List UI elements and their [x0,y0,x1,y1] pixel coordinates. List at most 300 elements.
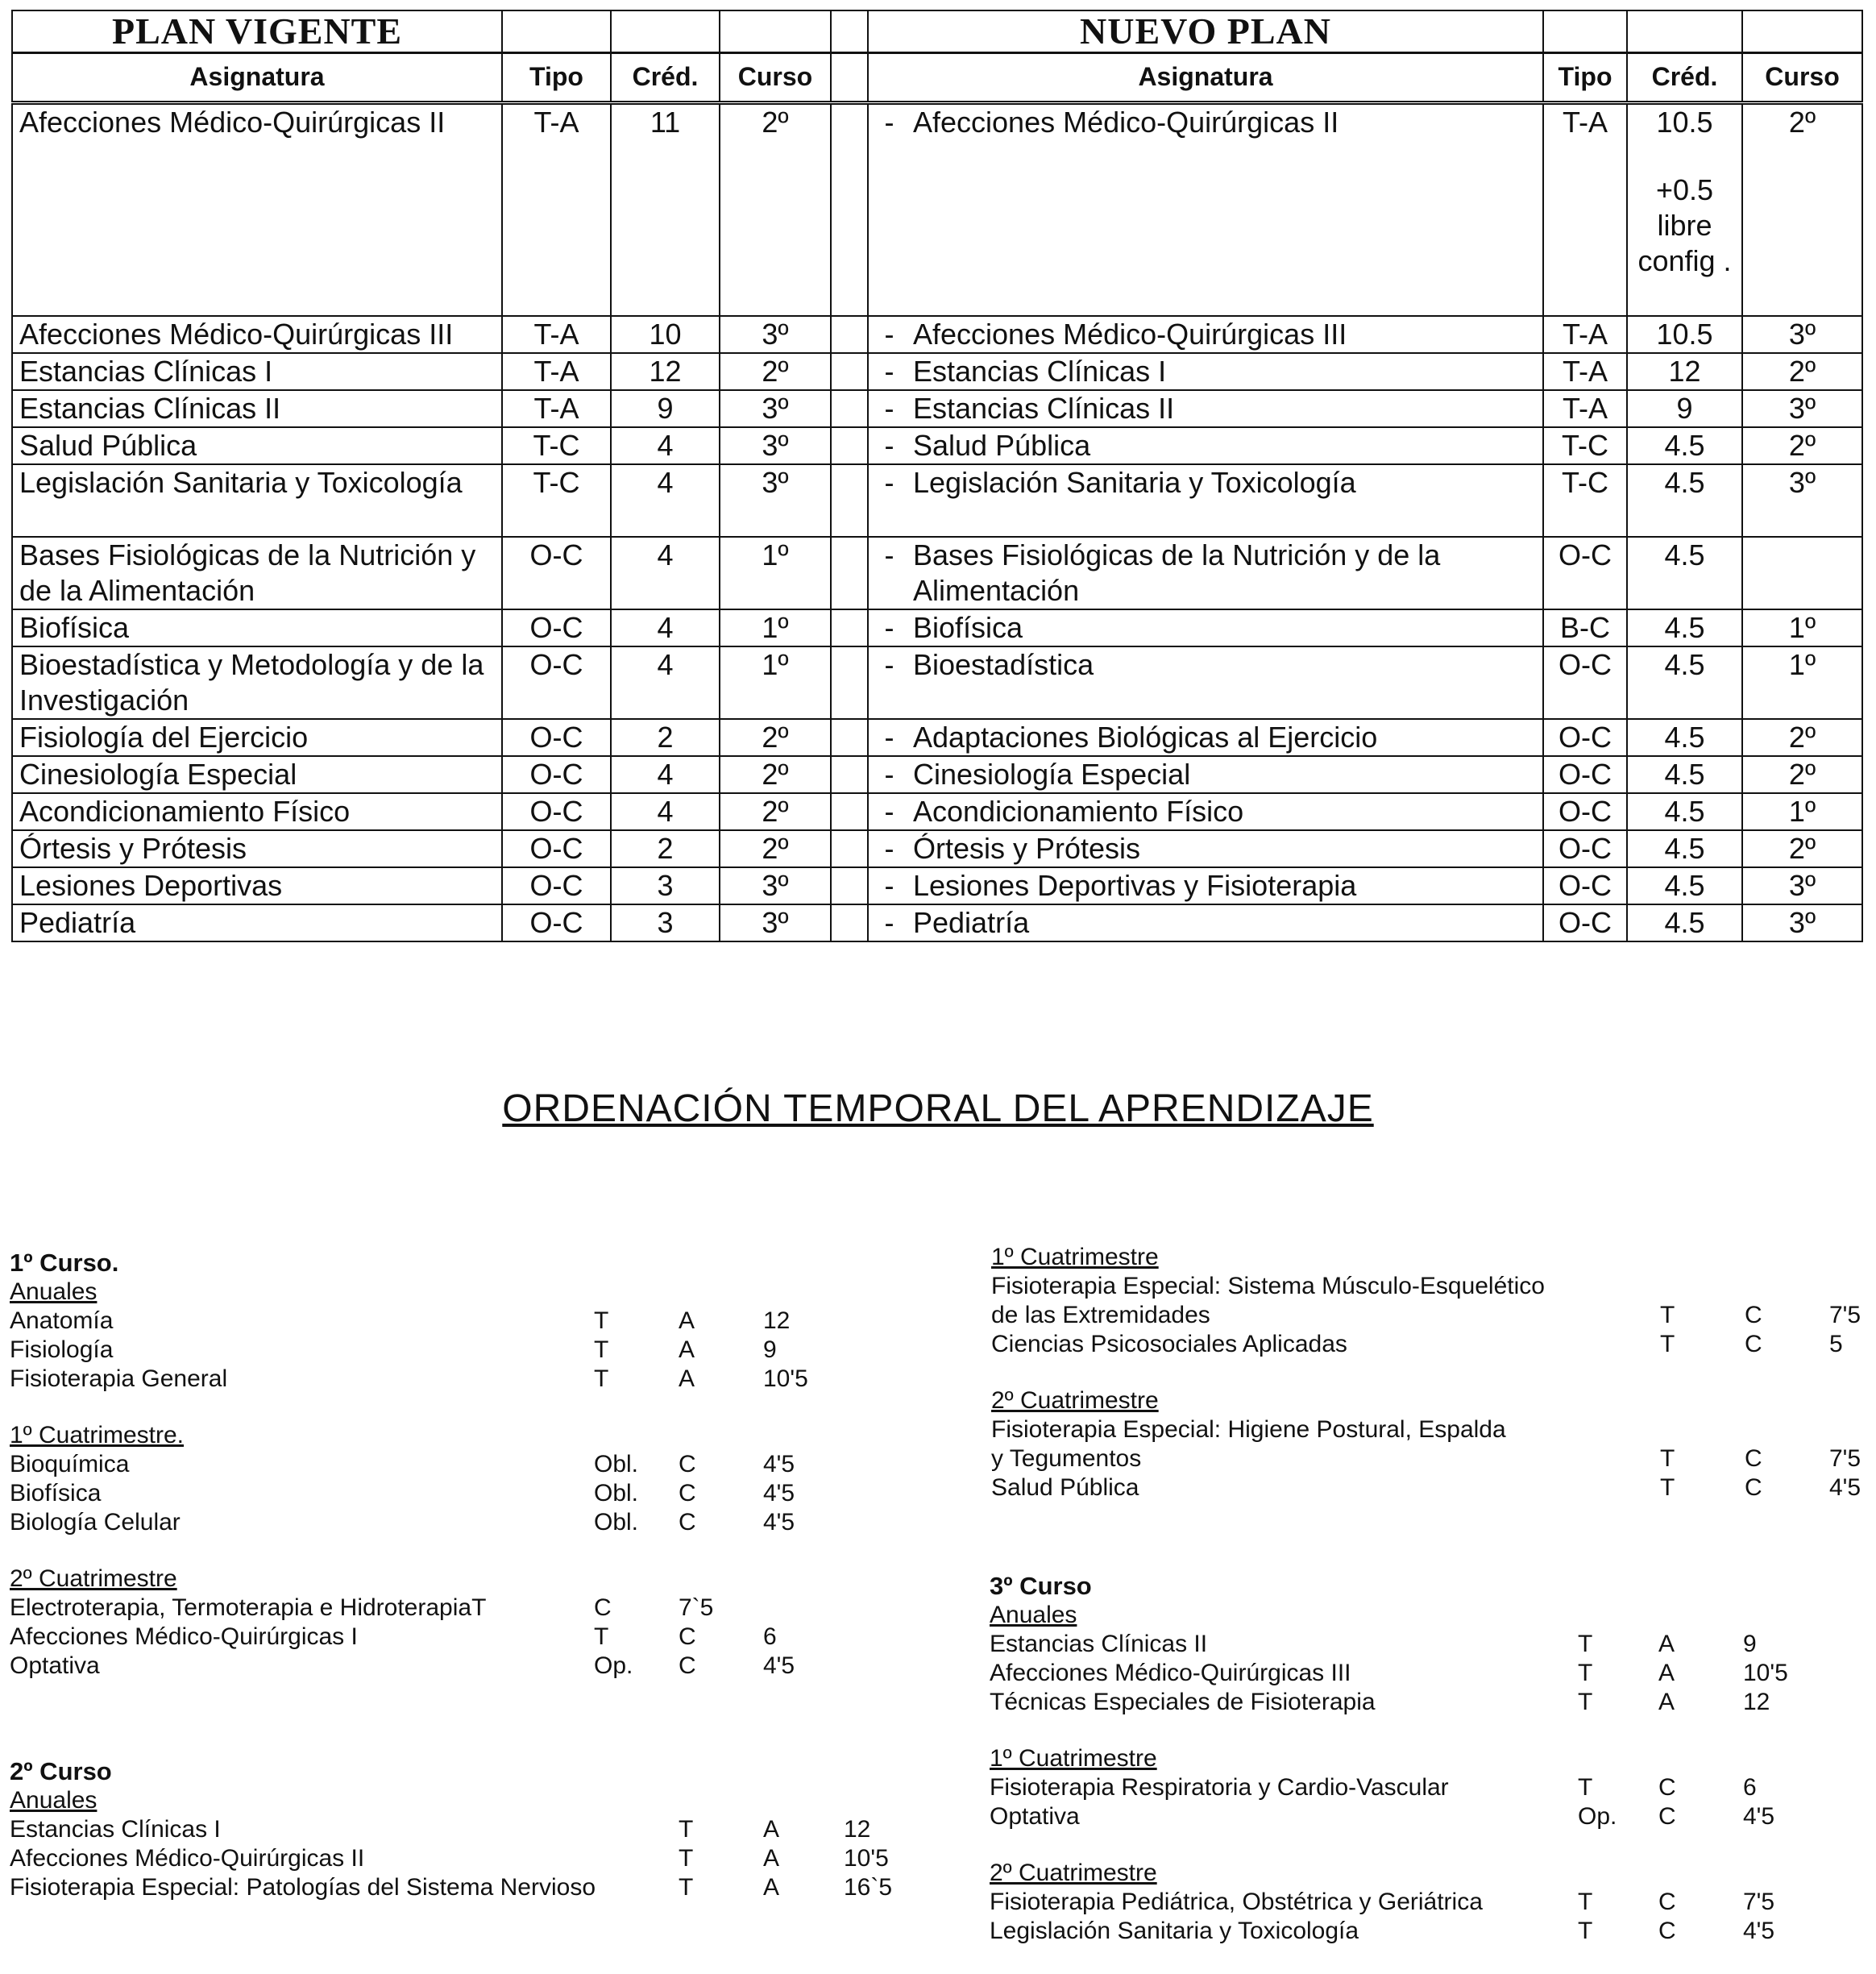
subject-type: T [1660,1445,1675,1472]
curso2-cuat2-label: 2º Cuatrimestre [991,1387,1159,1414]
subject-period: C [1658,1774,1676,1801]
old-creditos: 4 [611,464,720,537]
subject-credits: 4'5 [1743,1918,1775,1944]
new-creditos [1627,464,1742,537]
new-creditos [1627,537,1742,609]
old-subject: Fisiología del Ejercicio [12,719,502,756]
new-tipo: O-C [1543,756,1627,793]
old-curso: 2º [720,353,831,390]
subject-period: A [679,1336,695,1363]
old-header-asignatura: Asignatura [12,53,502,103]
old-tipo: O-C [502,904,611,941]
subject-credits: 12 [844,1816,871,1843]
curso1-section [10,1249,896,1681]
subject-period: C [679,1480,696,1506]
new-curso: 2º [1742,719,1862,756]
new-tipo: O-C [1543,719,1627,756]
old-creditos: 4 [611,427,720,464]
subject-type: T [1660,1474,1675,1501]
subject-period: C [1658,1918,1676,1944]
gap-cell [831,830,868,867]
old-subject: Órtesis y Prótesis [12,830,502,867]
new-creditos-value: 4.5 [1664,794,1705,828]
new-creditos-value: 4.5 [1664,465,1705,499]
subject-name: Afecciones Médico-Quirúrgicas I [10,1623,358,1650]
old-subject: Biofísica [12,609,502,646]
new-subject: Estancias Clínicas I [910,353,1543,390]
list-item [990,1630,1868,1659]
new-curso: 2º [1742,353,1862,390]
subject-period: C [1745,1474,1762,1501]
old-tipo: O-C [502,793,611,830]
gap-cell [831,427,868,464]
new-tipo: O-C [1543,904,1627,941]
old-creditos: 10 [611,316,720,353]
new-tipo: T-A [1543,390,1627,427]
subject-type: T [1578,1689,1593,1715]
subject-credits: 4'5 [1743,1803,1775,1830]
row-dash: - [868,390,910,427]
subject-type: T [679,1816,694,1843]
plan-comparison-table [11,10,1863,942]
row-dash: - [868,316,910,353]
subject-type: T [1578,1889,1593,1915]
curso3-anuales-label: Anuales [990,1602,1077,1628]
subject-period: C [1658,1803,1676,1830]
list-item [990,1688,1868,1717]
curso3-cuat1-list [990,1773,1868,1831]
old-curso: 3º [720,316,831,353]
old-tipo: O-C [502,646,611,719]
subject-type: T [594,1365,609,1392]
old-subject: Bases Fisiológicas de la Nutrición y de la Alimentación [12,537,502,609]
old-curso: 1º [720,646,831,719]
new-curso: 1º [1742,793,1862,830]
subject-name: Salud Pública [991,1474,1139,1501]
curso1-cuat1-label: 1º Cuatrimestre. [10,1422,185,1448]
new-tipo: T-C [1543,464,1627,537]
list-item [10,1844,936,1873]
old-tipo: O-C [502,719,611,756]
old-curso: 2º [720,103,831,316]
old-header-cred: Créd. [611,53,720,103]
new-creditos [1627,646,1742,719]
old-curso: 3º [720,427,831,464]
subject-type: T [679,1874,694,1901]
row-dash: - [868,427,910,464]
old-curso: 2º [720,719,831,756]
subject-credits: 4'5 [763,1652,795,1679]
new-creditos-value: 4.5 [1664,610,1705,644]
curso2-cuatrimestres-section [991,1243,1870,1502]
old-curso: 3º [720,390,831,427]
new-tipo: T-A [1543,103,1627,316]
row-dash: - [868,103,910,316]
new-subject: Estancias Clínicas II [910,390,1543,427]
subject-credits: 16`5 [844,1874,893,1901]
table-row [12,464,1862,537]
new-curso: 2º [1742,830,1862,867]
new-creditos [1627,904,1742,941]
subject-name: Técnicas Especiales de Fisioterapia [990,1689,1376,1715]
subject-type: T [1578,1660,1593,1686]
table-row [12,537,1862,609]
new-header-cred: Créd. [1627,53,1742,103]
new-subject: Bases Fisiológicas de la Nutrición y de la Alimentación [910,537,1543,609]
gap-cell [831,719,868,756]
old-creditos: 11 [611,103,720,316]
plan-title-row [12,10,1862,53]
old-subject: Legislación Sanitaria y Toxicología [12,464,502,537]
new-curso: 3º [1742,867,1862,904]
curso1-heading: 1º Curso. [10,1249,119,1277]
subject-period: C [679,1451,696,1477]
new-subject: Órtesis y Prótesis [910,830,1543,867]
row-dash: - [868,464,910,537]
subject-type: Obl. [594,1451,639,1477]
new-curso: 1º [1742,609,1862,646]
old-creditos: 4 [611,537,720,609]
new-creditos-value: 12 [1668,354,1701,388]
old-tipo: T-C [502,464,611,537]
subject-credits: 7'5 [1743,1889,1775,1915]
gap-cell [831,904,868,941]
column-header-row [12,53,1862,103]
old-creditos: 9 [611,390,720,427]
new-subject: Lesiones Deportivas y Fisioterapia [910,867,1543,904]
new-creditos-value: 9 [1676,391,1693,425]
subject-period: C [594,1594,612,1621]
list-item [10,1450,896,1479]
old-creditos: 4 [611,609,720,646]
new-creditos [1627,353,1742,390]
old-subject: Afecciones Médico-Quirúrgicas III [12,316,502,353]
new-creditos [1627,609,1742,646]
subject-type: Op. [594,1652,633,1679]
subject-type: Op. [1578,1803,1617,1830]
new-creditos-value: 10.5 [1656,317,1713,351]
subject-credits: 10'5 [844,1845,889,1872]
list-item [991,1444,1870,1473]
old-creditos: 2 [611,830,720,867]
new-subject: Legislación Sanitaria y Toxicología [910,464,1543,537]
list-item [10,1479,896,1508]
new-plan-title: NUEVO PLAN [868,10,1543,53]
old-curso: 1º [720,537,831,609]
subject-credits: 4'5 [763,1509,795,1536]
old-subject: Lesiones Deportivas [12,867,502,904]
gap-cell [831,867,868,904]
subject-name: Biología Celular [10,1509,181,1536]
subject-period: A [763,1874,780,1901]
table-row [12,316,1862,353]
gap-cell [831,464,868,537]
new-curso [1742,537,1862,609]
new-header-asignatura: Asignatura [868,53,1543,103]
new-tipo: O-C [1543,793,1627,830]
old-subject: Pediatría [12,904,502,941]
new-subject: Afecciones Médico-Quirúrgicas III [910,316,1543,353]
subject-credits: 4'5 [763,1451,795,1477]
curso2-anuales-label: Anuales [10,1787,98,1814]
list-item [990,1659,1868,1688]
old-tipo: T-A [502,390,611,427]
subject-period: A [679,1307,695,1334]
old-tipo: O-C [502,830,611,867]
subject-name: Fisioterapia Especial: Higiene Postural, Espalda [991,1416,1506,1443]
curso1-cuat1-list [10,1450,896,1537]
old-subject: Bioestadística y Metodología y de la Investigación [12,646,502,719]
subject-type: Obl. [594,1480,639,1506]
curso3-cuat2-label: 2º Cuatrimestre [990,1860,1157,1886]
gap-cell [831,353,868,390]
curso2-cuat1-label: 1º Cuatrimestre [991,1244,1159,1270]
subject-credits: 4'5 [763,1480,795,1506]
list-item [10,1623,896,1652]
list-item [990,1888,1868,1917]
table-row [12,719,1862,756]
old-header-tipo: Tipo [502,53,611,103]
old-creditos: 3 [611,867,720,904]
subject-name: Fisioterapia General [10,1365,228,1392]
curso2-cuat1-list [991,1301,1870,1359]
new-subject: Cinesiología Especial [910,756,1543,793]
subject-period: A [1658,1631,1675,1657]
old-tipo: O-C [502,867,611,904]
gap-cell [831,390,868,427]
gap-cell [831,609,868,646]
curso2-heading: 2º Curso [10,1757,112,1785]
list-item [10,1365,896,1394]
new-tipo: O-C [1543,537,1627,609]
subject-name: Estancias Clínicas II [990,1631,1208,1657]
old-tipo: T-A [502,103,611,316]
subject-period: C [679,1509,696,1536]
table-row [12,646,1862,719]
subject-name: Biofísica [10,1480,102,1506]
old-subject: Cinesiología Especial [12,756,502,793]
new-curso: 3º [1742,316,1862,353]
subject-type: T [1660,1331,1675,1357]
gap-cell [831,316,868,353]
subject-type: T [1578,1774,1593,1801]
new-creditos-value: 4.5 [1664,428,1705,462]
table-row [12,103,1862,316]
curso2-anuales-list [10,1815,936,1902]
row-dash: - [868,904,910,941]
subject-credits: 6 [1743,1774,1757,1801]
old-curso: 1º [720,609,831,646]
subject-name: Anatomía [10,1307,114,1334]
table-row [12,756,1862,793]
subject-credits: 9 [763,1336,777,1363]
list-item [10,1815,936,1844]
new-curso: 3º [1742,464,1862,537]
subject-period: A [1658,1689,1675,1715]
row-dash: - [868,609,910,646]
subject-type: T [1578,1631,1593,1657]
old-curso: 3º [720,904,831,941]
subject-type: Obl. [594,1509,639,1536]
subject-name: Fisioterapia Especial: Patologías del Sistema Nervioso [10,1874,596,1901]
subject-name: Afecciones Médico-Quirúrgicas III [990,1660,1351,1686]
subject-period: C [679,1623,696,1650]
row-dash: - [868,646,910,719]
old-tipo: T-A [502,316,611,353]
new-creditos [1627,103,1742,316]
curso1-anuales-list [10,1307,896,1394]
table-row [12,793,1862,830]
old-curso: 3º [720,867,831,904]
new-creditos [1627,830,1742,867]
subject-period: C [679,1652,696,1679]
new-creditos [1627,756,1742,793]
subject-type: T [594,1623,609,1650]
table-row [12,904,1862,941]
gap-cell [831,756,868,793]
old-creditos: 4 [611,756,720,793]
old-curso: 2º [720,756,831,793]
subject-type: T [679,1845,694,1872]
subject-name: y Tegumentos [991,1445,1142,1472]
curso2-cuat2-list [991,1444,1870,1502]
new-curso: 2º [1742,427,1862,464]
new-curso: 2º [1742,103,1862,316]
curso3-heading: 3º Curso [990,1572,1092,1600]
row-dash: - [868,353,910,390]
table-row [12,830,1862,867]
subject-name: Fisioterapia Respiratoria y Cardio-Vascular [990,1774,1449,1801]
subject-credits: 12 [1743,1689,1770,1715]
new-tipo: O-C [1543,830,1627,867]
new-tipo: T-A [1543,353,1627,390]
list-item [990,1917,1868,1946]
new-creditos-note: +0.5 libre config . [1637,173,1732,277]
row-dash: - [868,793,910,830]
list-item [10,1307,896,1336]
new-tipo: T-A [1543,316,1627,353]
curso3-section [990,1572,1868,1946]
list-item [10,1652,896,1681]
subject-credits: 7'5 [1829,1445,1861,1472]
new-creditos-value: 4.5 [1664,647,1705,681]
subject-period: C [1745,1445,1762,1472]
curso3-cuat1-label: 1º Cuatrimestre [990,1745,1157,1772]
curso1-cuat2-list [10,1623,896,1681]
table-row [12,609,1862,646]
old-subject: Estancias Clínicas I [12,353,502,390]
old-subject: Salud Pública [12,427,502,464]
row-dash: - [868,537,910,609]
gap-cell [831,793,868,830]
row-dash: - [868,867,910,904]
list-item [990,1802,1868,1831]
old-header-curso: Curso [720,53,831,103]
list-item [10,1873,936,1902]
row-dash: - [868,830,910,867]
new-curso: 2º [1742,756,1862,793]
subject-credits: 5 [1829,1331,1843,1357]
table-row [12,867,1862,904]
new-header-curso: Curso [1742,53,1862,103]
new-subject: Acondicionamiento Físico [910,793,1543,830]
old-creditos: 2 [611,719,720,756]
subject-credits: 6 [763,1623,777,1650]
new-creditos-value: 4.5 [1664,720,1705,754]
curso3-anuales-list [990,1630,1868,1717]
subject-name: Legislación Sanitaria y Toxicología [990,1918,1359,1944]
subject-credits: 4'5 [1829,1474,1861,1501]
curso2-anuales-section [10,1757,936,1902]
subject-period: A [1658,1660,1675,1686]
subject-credits: 7`5 [679,1594,714,1621]
new-creditos [1627,390,1742,427]
gap-cell [831,103,868,316]
subject-type: T [1578,1918,1593,1944]
subject-period: A [763,1816,780,1843]
new-tipo: B-C [1543,609,1627,646]
subject-type: T [594,1307,609,1334]
new-curso: 3º [1742,904,1862,941]
row-dash: - [868,756,910,793]
subject-period: C [1658,1889,1676,1915]
new-subject: Bioestadística [910,646,1543,719]
new-tipo: O-C [1543,867,1627,904]
old-subject: Afecciones Médico-Quirúrgicas II [12,103,502,316]
table-row [12,427,1862,464]
subject-credits: 7'5 [1829,1302,1861,1328]
row-dash: - [868,719,910,756]
old-tipo: O-C [502,756,611,793]
list-item [10,1594,896,1623]
gap-cell [831,537,868,609]
subject-period: C [1745,1331,1762,1357]
list-item [10,1508,896,1537]
new-creditos-value: 4.5 [1664,757,1705,791]
subject-period: A [763,1845,780,1872]
old-tipo: O-C [502,609,611,646]
curso1-anuales-label: Anuales [10,1278,98,1305]
subject-period: A [679,1365,695,1392]
subject-credits: 9 [1743,1631,1757,1657]
new-creditos-value: 4.5 [1664,538,1705,571]
new-creditos-value: 4.5 [1664,831,1705,865]
subject-name: Ciencias Psicosociales Aplicadas [991,1331,1347,1357]
new-curso: 3º [1742,390,1862,427]
subject-name: Bioquímica [10,1451,130,1477]
new-creditos [1627,793,1742,830]
subject-name: Fisiología [10,1336,114,1363]
subject-credits: 10'5 [1743,1660,1788,1686]
subject-type: T [1660,1302,1675,1328]
new-subject: Biofísica [910,609,1543,646]
new-header-tipo: Tipo [1543,53,1627,103]
subject-name: Fisioterapia Pediátrica, Obstétrica y Geriátrica [990,1889,1483,1915]
subject-name: Electroterapia, Termoterapia e HidroterapiaT [10,1594,487,1621]
subject-name: de las Extremidades [991,1302,1210,1328]
old-tipo: O-C [502,537,611,609]
old-creditos: 12 [611,353,720,390]
new-subject: Salud Pública [910,427,1543,464]
table-row [12,353,1862,390]
new-creditos-value: 10.5 [1656,106,1713,139]
old-tipo: T-C [502,427,611,464]
new-tipo: T-C [1543,427,1627,464]
old-curso: 3º [720,464,831,537]
list-item [991,1330,1870,1359]
new-curso: 1º [1742,646,1862,719]
list-item [990,1773,1868,1802]
